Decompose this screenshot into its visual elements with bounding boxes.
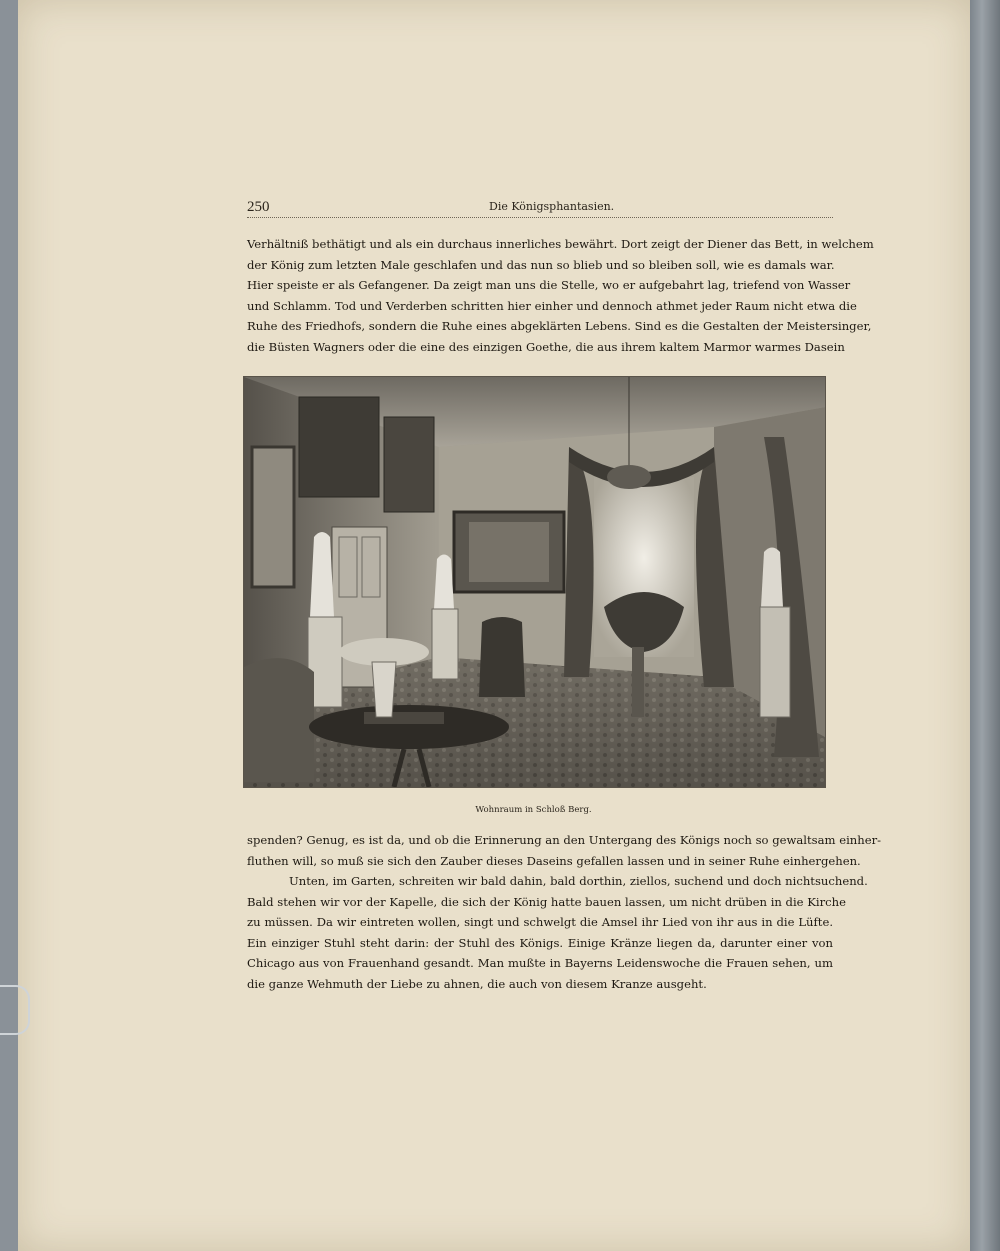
text-line: Hier speiste er als Gefangener. Da zeigt man uns die Stelle, wo er aufgebahrt lag, triefend von Wasser — [247, 278, 851, 292]
text-line: Ein einziger Stuhl steht darin: der Stuhl des Königs. Einige Kränze liegen da, darunter einer von — [247, 935, 833, 950]
text-line: Ruhe des Friedhofs, sondern die Ruhe eines abgeklärten Lebens. Sind es die Gestalten der Meistersinger, — [247, 319, 872, 333]
running-title: Die Königsphantasien. — [489, 200, 615, 213]
room-engraving — [243, 376, 826, 788]
book-edge — [970, 0, 1000, 1251]
text-line: die ganze Wehmuth der Liebe zu ahnen, die auch von diesem Kranze ausgeht. — [247, 976, 707, 991]
paragraph-bottom — [247, 830, 882, 994]
text-line: Bald stehen wir vor der Kapelle, die sich der König hatte bauen lassen, um nicht drüben in die Kirche — [247, 894, 846, 909]
paragraph-top — [247, 234, 874, 357]
text-line: spenden? Genug, es ist da, und ob die Erinnerung an den Untergang des Königs noch so gewaltsam einher- — [247, 833, 882, 847]
text-line: Unten, im Garten, schreiten wir bald dahin, bald dorthin, ziellos, suchend und doch nichtsuchend. — [289, 874, 868, 888]
figure-caption: Wohnraum in Schloß Berg. — [475, 805, 592, 815]
text-line: Chicago aus von Frauenhand gesandt. Man mußte in Bayerns Leidenswoche die Frauen sehen, um — [247, 956, 833, 970]
text-line: Verhältniß bethätigt und als ein durchaus innerliches bewährt. Dort zeigt der Diener das Bett, in welchem — [247, 237, 874, 251]
page-clip — [0, 985, 30, 1035]
text-line: fluthen will, so muß sie sich den Zauber dieses Daseins gefallen lassen und in seiner Ruhe einhergehen. — [247, 853, 861, 868]
text-line: der König zum letzten Male geschlafen und das nun so blieb und so bleiben soll, wie es damals war. — [247, 257, 835, 272]
text-line: die Büsten Wagners oder die eine des einzigen Goethe, die aus ihrem kaltem Marmor warmes Dasein — [247, 339, 845, 354]
text-line: zu müssen. Da wir eintreten wollen, singt und schwelgt die Amsel ihr Lied von ihr aus in die Lüfte. — [247, 915, 833, 929]
text-line: und Schlamm. Tod und Verderben schritten hier einher und dennoch athmet jeder Raum nicht etwa die — [247, 298, 857, 313]
page-number: 250 — [247, 199, 270, 215]
page-header — [247, 199, 833, 218]
